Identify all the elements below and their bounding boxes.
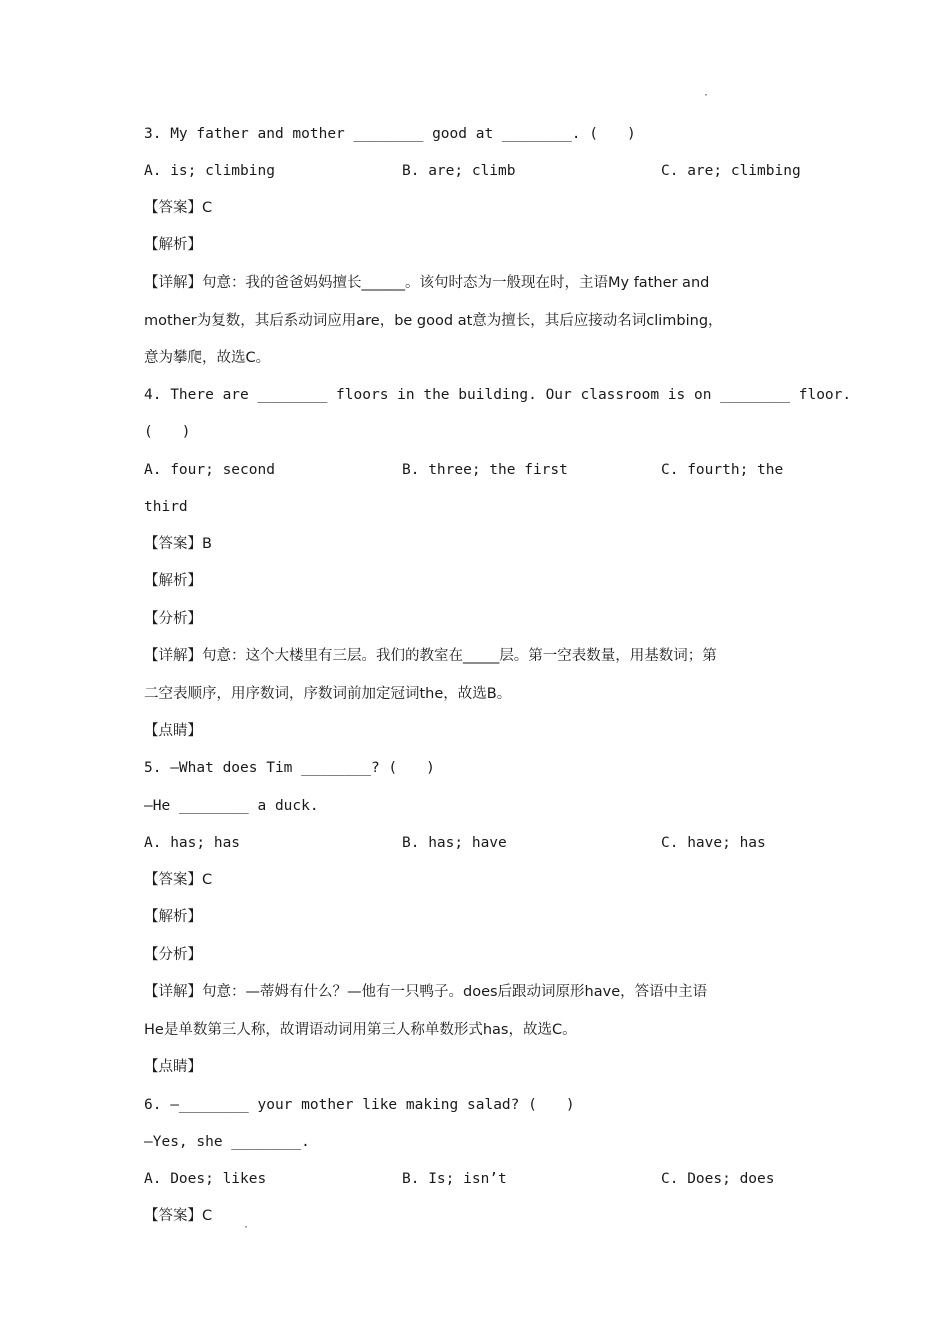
footer-mark: · — [243, 1222, 250, 1233]
q4-stem-cont: ( ) — [144, 424, 191, 440]
q6-option-c: C. Does; does — [661, 1171, 775, 1187]
answer-label: 【答案】 — [144, 200, 202, 216]
q4-detail-line-2: 二空表顺序，用序数词，序数词前加定冠词the，故选B。 — [144, 686, 512, 702]
q4-option-a: A. four; second — [144, 462, 275, 478]
q3-stem: 3. My father and mother ________ good at ________. ( ) — [144, 126, 636, 142]
q5-option-a: A. has; has — [144, 835, 241, 851]
detail-label: 【详解】 — [144, 648, 202, 664]
q6-stem-2: —Yes, she ________. — [144, 1134, 310, 1150]
q3-option-a: A. is; climbing — [144, 163, 275, 179]
q3-option-b: B. are; climb — [402, 163, 516, 179]
q3-detail-line-3: 意为攀爬，故选C。 — [144, 350, 271, 366]
q5-detail-line-1 — [144, 982, 707, 1002]
detail-label: 【详解】 — [144, 984, 202, 1000]
q5-answer-value: C — [202, 872, 213, 888]
q4-dianjing-label: 【点睛】 — [144, 723, 202, 739]
q4-detail-line-1 — [144, 646, 717, 666]
q5-option-b: B. has; have — [402, 835, 507, 851]
q5-detail-line-2: He是单数第三人称，故谓语动词用第三人称单数形式has，故选C。 — [144, 1022, 577, 1038]
q3-analysis-label: 【解析】 — [144, 237, 202, 253]
q4-option-c-cont: third — [144, 499, 188, 515]
q3-detail-line-1 — [144, 273, 709, 293]
q6-answer — [144, 1206, 212, 1226]
q5-fenxi-label: 【分析】 — [144, 947, 202, 963]
q4-detail-text-1: 句意：这个大楼里有三层。我们的教室在_____层。第一空表数量，用基数词；第 — [202, 648, 717, 664]
q6-option-b: B. Is; isn’t — [402, 1171, 507, 1187]
q5-stem: 5. —What does Tim ________? ( ) — [144, 760, 435, 776]
q5-stem-2: —He ________ a duck. — [144, 798, 319, 814]
q6-option-a: A. Does; likes — [144, 1171, 267, 1187]
q5-detail-text-1: 句意：—蒂姆有什么？—他有一只鸭子。does后跟动词原形have，答语中主语 — [202, 984, 708, 1000]
q5-dianjing-label: 【点睛】 — [144, 1059, 202, 1075]
q6-answer-value: C — [202, 1208, 213, 1224]
q3-detail-text-1: 句意：我的爸爸妈妈擅长______。该句时态为一般现在时，主语My father and — [202, 275, 710, 291]
q4-stem: 4. There are ________ floors in the building. Our classroom is on ________ floor. — [144, 387, 852, 403]
q4-option-b: B. three; the first — [402, 462, 568, 478]
header-mark: · — [703, 90, 710, 101]
answer-label: 【答案】 — [144, 1208, 202, 1224]
detail-label: 【详解】 — [144, 275, 202, 291]
q3-answer — [144, 198, 212, 218]
q4-fenxi-label: 【分析】 — [144, 611, 202, 627]
q4-analysis-label: 【解析】 — [144, 573, 202, 589]
q5-option-c: C. have; has — [661, 835, 766, 851]
q3-answer-value: C — [202, 200, 213, 216]
q4-answer-value: B — [202, 536, 212, 552]
q6-stem: 6. —________ your mother like making salad? ( ) — [144, 1097, 575, 1113]
q5-answer — [144, 870, 212, 890]
q3-option-c: C. are; climbing — [661, 163, 801, 179]
q5-analysis-label: 【解析】 — [144, 909, 202, 925]
answer-label: 【答案】 — [144, 872, 202, 888]
answer-label: 【答案】 — [144, 536, 202, 552]
q3-detail-line-2: mother为复数，其后系动词应用are，be good at意为擅长，其后应接动名词climbing， — [144, 313, 723, 329]
q4-answer — [144, 534, 212, 554]
q4-option-c: C. fourth; the — [661, 462, 784, 478]
